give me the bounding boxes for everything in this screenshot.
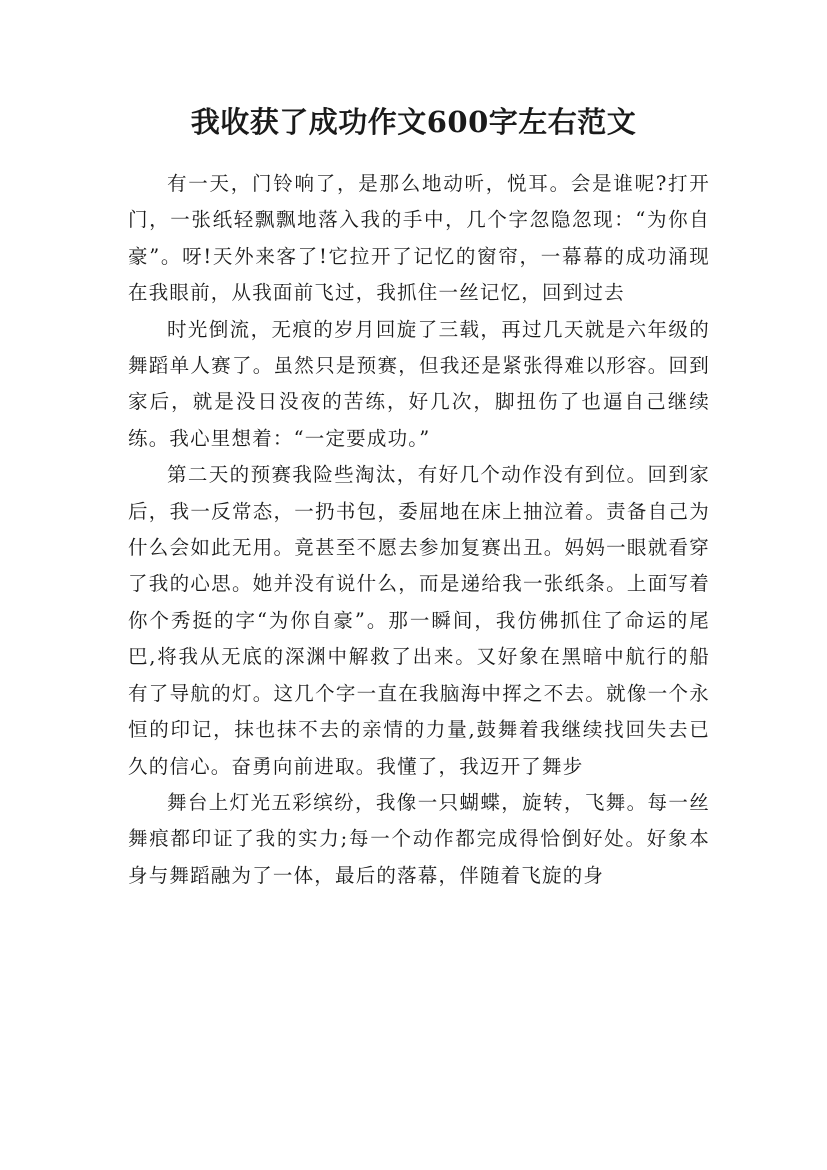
paragraph-2: 时光倒流，无痕的岁月回旋了三载，再过几天就是六年级的舞蹈单人赛了。虽然只是预赛，但我还是紧张得难以形容。回到家后，就是没日没夜的苦练，好几次，脚扭伤了也逼自己继续练。我心里想着：“一定要成功。” — [128, 317, 710, 450]
document-body — [128, 166, 710, 894]
paragraph-4: 舞台上灯光五彩缤纷，我像一只蝴蝶，旋转，飞舞。每一丝舞痕都印证了我的实力;每一个动作都完成得恰倒好处。好象本身与舞蹈融为了一体，最后的落幕，伴随着飞旋的身 — [128, 790, 710, 887]
paragraph-1: 有一天，门铃响了，是那么地动听，悦耳。会是谁呢?打开门，一张纸轻飘飘地落入我的手中，几个字忽隐忽现：“为你自豪”。呀!天外来客了!它拉开了记忆的窗帘，一幕幕的成功涌现在我眼前，从我面前飞过，我抓住一丝记忆，回到过去 — [128, 172, 710, 305]
paragraph-3: 第二天的预赛我险些淘汰，有好几个动作没有到位。回到家后，我一反常态，一扔书包，委屈地在床上抽泣着。责备自己为什么会如此无用。竟甚至不愿去参加复赛出丑。妈妈一眼就看穿了我的心思。她并没有说什么，而是递给我一张纸条。上面写着你个秀挺的字“为你自豪”。那一瞬间，我仿佛抓住了命运的尾巴,将我从无底的深渊中解救了出来。又好象在黑暗中航行的船有了导航的灯。这几个字一直在我脑海中挥之不去。就像一个永恒的印记，抹也抹不去的亲情的力量,鼓舞着我继续找回失去已久的信心。奋勇向前进取。我懂了，我迈开了舞步 — [128, 463, 710, 778]
document-title: 我收获了成功作文600字左右范文 — [190, 105, 637, 139]
